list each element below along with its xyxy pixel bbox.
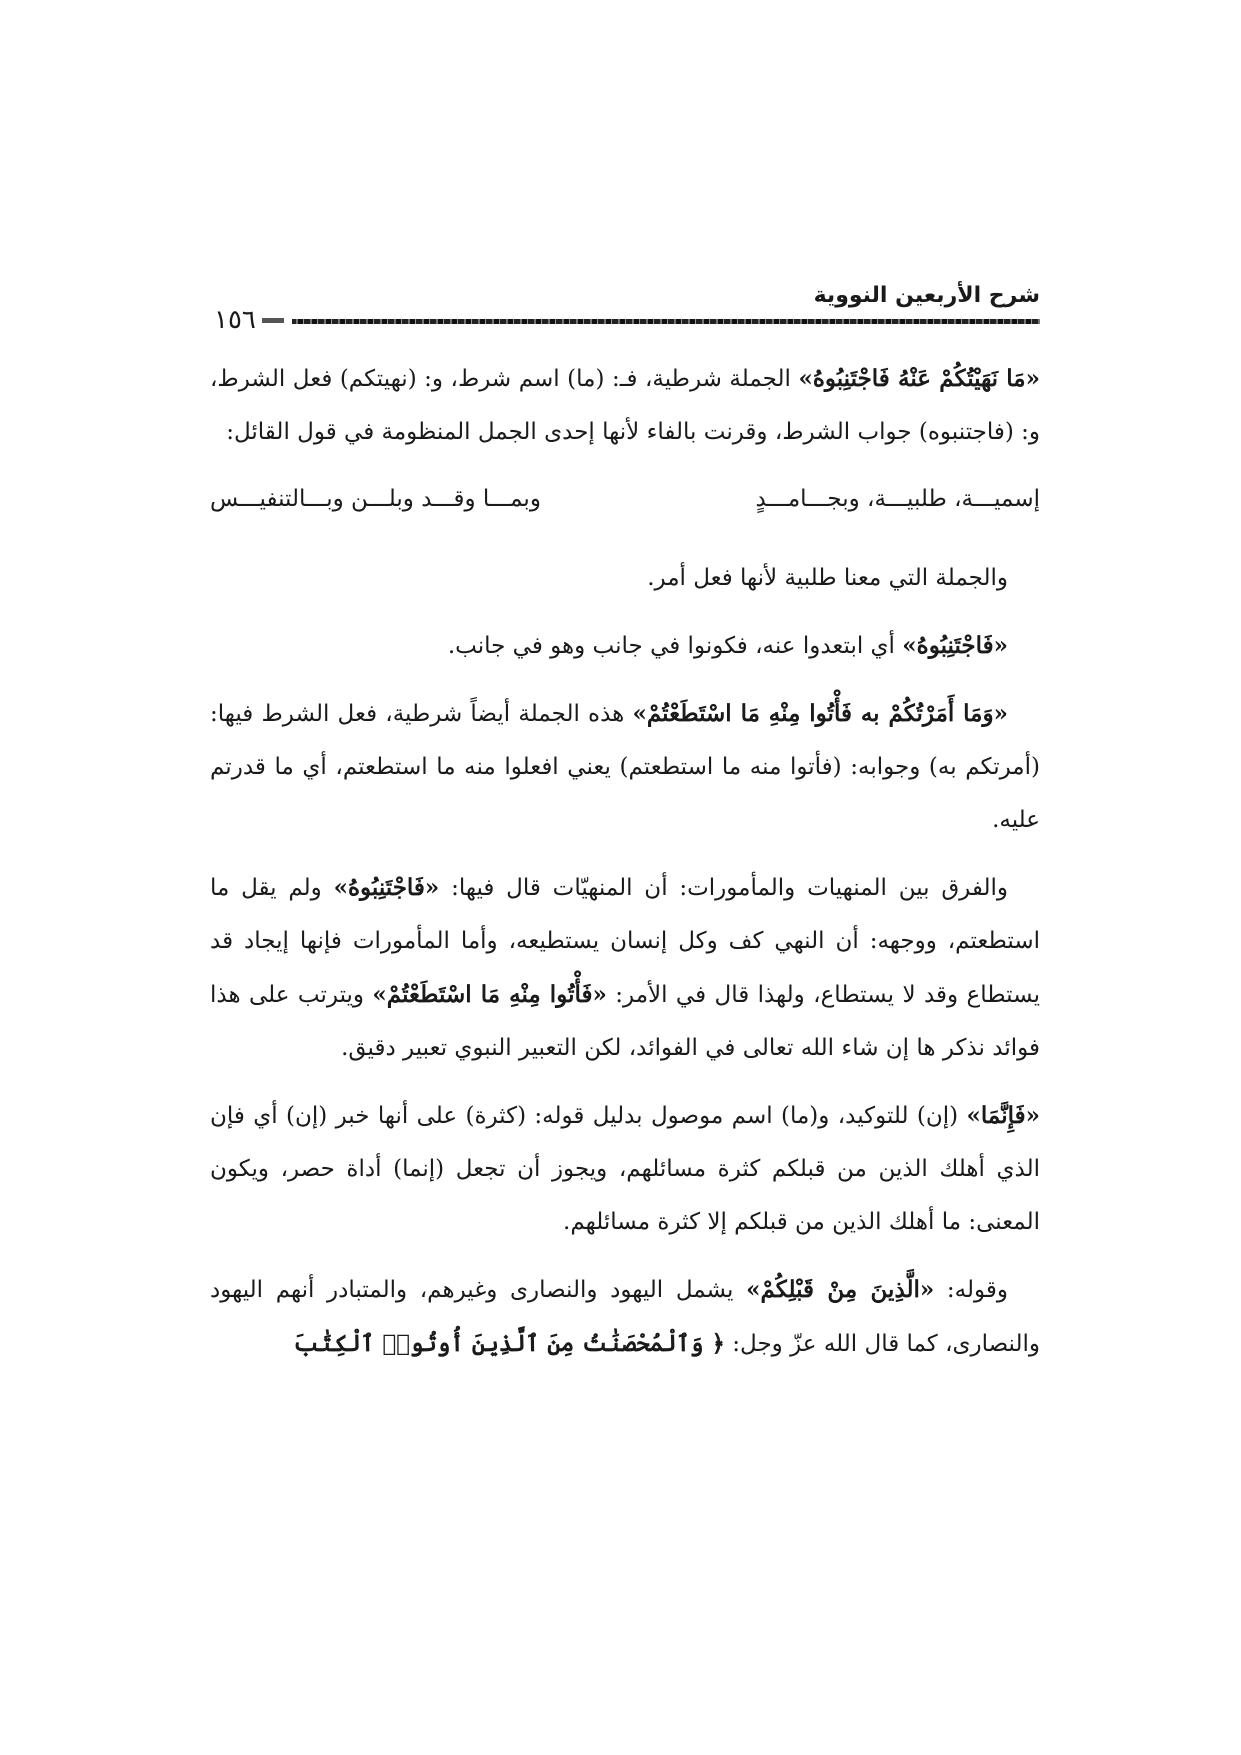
running-title: شرح الأربعين النووية — [813, 283, 1040, 308]
paragraph-3 — [210, 619, 1040, 673]
header-rule — [220, 319, 1040, 324]
paragraph-text: يشمل اليهود والنصارى وغيرهم، والمتبادر أنهم اليهود والنصارى، كما قال الله عزّ وجل: — [210, 1277, 1040, 1357]
page-number: ١٥٦ — [210, 305, 292, 335]
quran-ayah: ﴿ وَٱلْمُحْصَنَٰتُ مِنَ ٱلَّذِينَ أُوتُوا۟ ٱلْكِتَٰبَ — [293, 1330, 725, 1357]
paragraph-text: والجملة التي معنا طلبية لأنها فعل أمر. — [647, 565, 1008, 591]
paragraph-1 — [210, 352, 1040, 459]
verse-second-hemistich: وبمـــا وقـــد وبلـــن وبـــالتنفيـــس — [210, 486, 541, 512]
hadith-quote: «فَإِنَّمَا» — [966, 1102, 1040, 1129]
hadith-quote: «فَاجْتَنِبُوهُ» — [902, 632, 1008, 659]
paragraph-text: أي ابتعدوا عنه، فكونوا في جانب وهو في جانب. — [447, 633, 903, 659]
poetry-verse — [210, 473, 1040, 526]
paragraph-text: وقوله: — [934, 1277, 1009, 1303]
verse-first-hemistich: إسميـــة، طلبيـــة، وبجـــامـــدٍ — [755, 486, 1040, 512]
paragraph-text: (إن) للتوكيد، و(ما) اسم موصول بدليل قوله: (كثرة) على أنها خبر (إن) أي فإن الذي أهلك الذين من قبلكم كثرة مسائلهم، ويجوز أن تجعل (إنما) أداة حصر، ويكون المعنى: ما أهلك الذين من قبلكم إلا كثرة مسائلهم. — [210, 1103, 1040, 1235]
paragraph-2 — [210, 552, 1040, 605]
paragraph-text: ويترتب على هذا فوائد نذكر ها إن شاء الله تعالى في الفوائد، لكن التعبير النبوي تعبير دقيق. — [210, 982, 1040, 1061]
paragraph-5 — [210, 861, 1040, 1075]
page-header — [210, 283, 1040, 333]
paragraph-6 — [210, 1089, 1040, 1249]
page-body — [210, 352, 1040, 1385]
hadith-quote: «فَأْتُوا مِنْهِ مَا اسْتَطَعْتُمْ» — [372, 981, 607, 1008]
paragraph-4 — [210, 687, 1040, 847]
hadith-quote: «مَا نَهَيْتُكُمْ عَنْهُ فَاجْتَنِبُوهُ» — [798, 365, 1040, 392]
paragraph-text: الجملة شرطية، فـ: (ما) اسم شرط، و: (نهيتكم) فعل الشرط، و: (فاجتنبوه) جواب الشرط، وقرنت بالفاء لأنها إحدى الجمل المنظومة في قول القائل: — [210, 366, 1040, 445]
hadith-quote: «وَمَا أَمَرْتُكُمْ به فَأْتُوا مِنْهِ مَا اسْتَطَعْتُمْ» — [632, 700, 1008, 727]
hadith-quote: «الَّذِينَ مِنْ قَبْلِكُمْ» — [746, 1276, 935, 1303]
paragraph-text: والفرق بين المنهيات والمأمورات: أن المنهيّات قال فيها: — [439, 875, 1009, 901]
paragraph-text: ولم يقل ما استطعتم، ووجهه: أن النهي كف وكل إنسان يستطيعه، وأما المأمورات فإنها إيجاد قد يستطاع وقد لا يستطاع، ولهذا قال في الأمر: — [210, 875, 1040, 1008]
hadith-quote: «فَاجْتَنِبُوهُ» — [333, 874, 440, 901]
paragraph-text: هذه الجملة أيضاً شرطية، فعل الشرط فيها: (أمرتكم به) وجوابه: (فأتوا منه ما استطعتم) يعني افعلوا منه ما استطعتم، أي ما قدرتم عليه. — [210, 701, 1040, 833]
paragraph-7 — [210, 1263, 1040, 1371]
